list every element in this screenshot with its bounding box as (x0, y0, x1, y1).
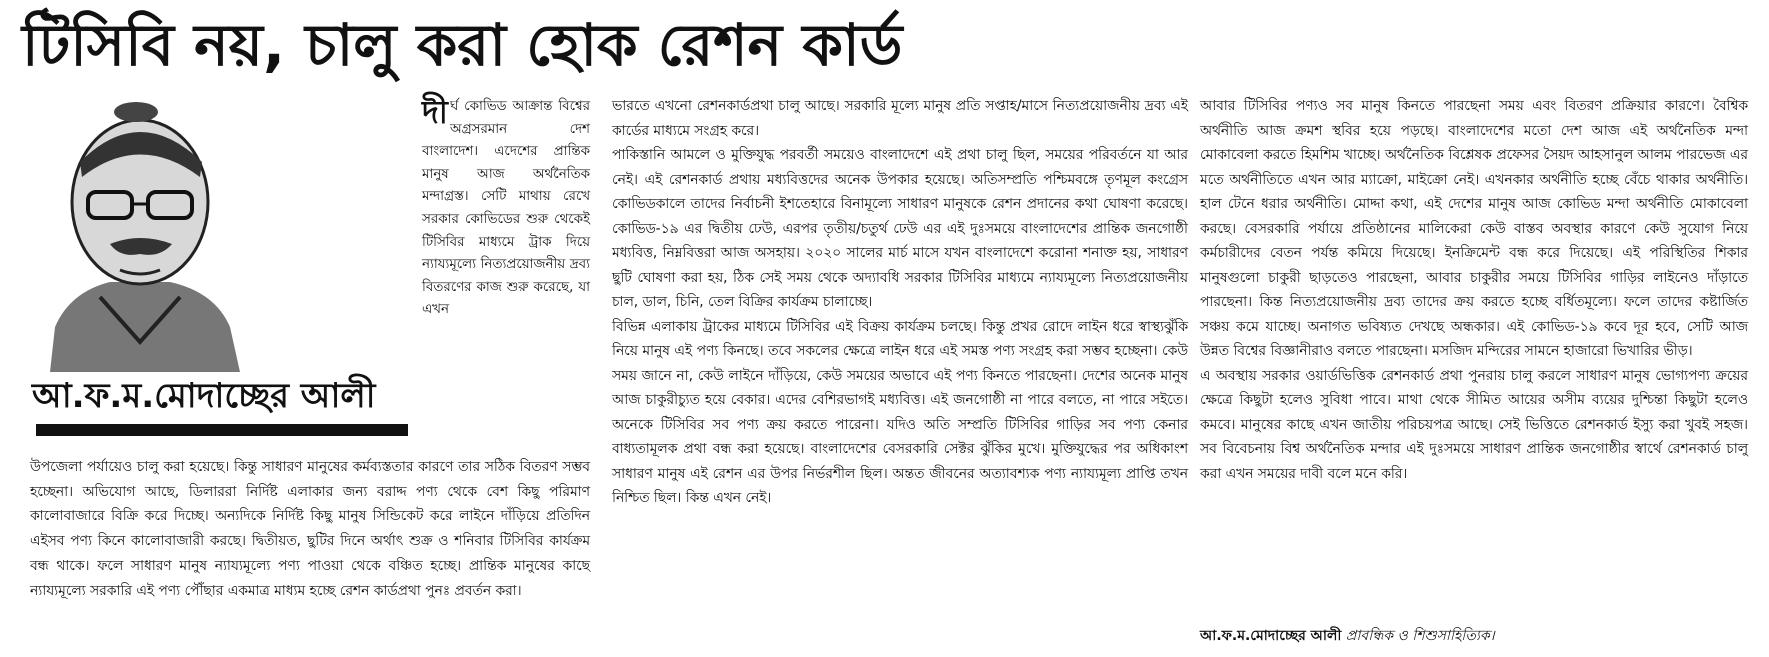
drop-cap: দী (422, 93, 448, 131)
signoff-role: প্রাবন্ধিক ও শিশুসাহিত্যিক। (1345, 628, 1495, 644)
author-signoff (1200, 622, 1748, 650)
byline: আ.ফ.ম.মোদাচ্ছের আলী (32, 376, 376, 416)
column-3 (1200, 94, 1748, 654)
paragraph: ভারতে এখনো রেশনকার্ডপ্রথা চালু আছে। সরকারি মূল্যে মানুষ প্রতি সপ্তাহ/মাসে নিত্যপ্রয়োজনীয় দ্রব্য এই কার্ডের মাধ্যমে সংগ্রহ করে। (612, 98, 1188, 139)
narrow-column-text: র্ঘ কোভিড আক্রান্ত বিশ্বের অগ্রসরমান দেশ বাংলাদেশ। এদেশের প্রান্তিক মানুষ আজ অর্থনৈতিক মন্দাগ্রস্ত। সেটি মাথায় রেখে সরকার কোভিডের শুরু থেকেই টিসিবির মাধ্যমে ট্রাক দিয়ে ন্যায্যমূল্যে নিত্যপ্রয়োজনীয় দ্রব্য বিতরণের কাজ শুরু করেছে, যা এখন (422, 99, 590, 318)
column-2 (612, 94, 1188, 654)
paragraph: আবার টিসিবির পণ্যও সব মানুষ কিনতে পারছেনা সময় এবং বিতরণ প্রক্রিয়ার কারণে। বৈশ্বিক অর্থনীতি আজ ক্রমশ স্থবির হয়ে পড়ছে। বাংলাদেশের মতো দেশ আজ এই অর্থনৈতিক মন্দা মোকাবেলা করতে হিমশিম খাচ্ছে। অর্থনৈতিক বিশ্লেষক প্রফেসর সৈয়দ আহসানুল আলম পারভেজ এর মতে অর্থনীতিতে এখন আর ম্যাক্রো, মাইক্রো নেই। এখনকার অর্থনীতি হচ্ছে বেঁচে থাকার অর্থনীতি। হাল টেনে ধরার অর্থনীতি। মোদ্দা কথা, এই দেশের মানুষ আজ কোভিড মন্দা অর্থনীতি মোকাবেলা করছে। বেসরকারি পর্যায়ে প্রতিষ্ঠানের মালিকেরা কেউ বাস্তব অবস্থার কারণে কেউ সুযোগ নিয়ে কর্মচারীদের বেতন পর্যন্ত কমিয়ে দিয়েছে। ইনক্রিমেন্ট বন্ধ করে দিয়েছে। এই পরিস্থিতির শিকার মানুষগুলো চাকুরী ছাড়তেও পারছেনা, আবার চাকুরীর সময়ে টিসিবির গাড়ির লাইনেও দাঁড়াতে পারছেনা। কিন্ত নিত্যপ্রয়োজনীয় দ্রব্য তাদের ক্রয় করতে হচ্ছে বর্ধিতমূল্যে। ফলে তাদের কষ্টার্জিত সঞ্চয় কমে যাচ্ছে। অনাগত ভবিষ্যত দেখছে অন্ধকার। এই কোভিড-১৯ কবে দূর হবে, সেটি আজ উন্নত বিশ্বের বিজ্ঞানীরাও বলতে পারছেনা। মসজিদ মন্দিরের সামনে হাজারো ভিখারির ভীড়। (1200, 98, 1748, 359)
byline-rule (36, 424, 408, 436)
article-headline: টিসিবি নয়, চালু করা হোক রেশন কার্ড (22, 11, 903, 79)
narrow-column (422, 93, 590, 448)
author-photo (30, 92, 250, 372)
paragraph: পাকিস্তানি আমলে ও মুক্তিযুদ্ধ পরবর্তী সময়েও বাংলাদেশে এই প্রথা চালু ছিল, সময়ের পরিবর্তনে যা আর নেই। এই রেশনকার্ড প্রথায় মধ্যবিত্তদের অনেক উপকার হয়েছে। অতিসম্প্রতি পশ্চিমবঙ্গে তৃণমূল কংগ্রেস কোভিডকালে তাদের নির্বাচনী ইশতেহারে বিনামূল্যে সাধারণ মানুষকে রেশন প্রদানের কথা ঘোষণা করেছে। কোভিড-১৯ এর দ্বিতীয় ঢেউ, এরপর তৃতীয়/চতুর্থ ঢেউ এর এই দুঃসময়ে বাংলাদেশের প্রান্তিক জনগোষ্ঠী মধ্যবিত্ত, নিম্নবিত্তরা আজ অসহায়। ২০২০ সালের মার্চ মাসে যখন বাংলাদেশে করোনা শনাক্ত হয়, সাধারণ ছুটি ঘোষণা করা হয়, ঠিক সেই সময় থেকে অদ্যাবধি সরকার টিসিবির মাধ্যমে ন্যায্যমূল্যে নিত্যপ্রয়োজনীয় চাল, ডাল, চিনি, তেল বিক্রির কার্যক্রম চালাচ্ছে। (612, 147, 1188, 310)
paragraph: বিভিন্ন এলাকায় ট্রাকের মাধ্যমে টিসিবির এই বিক্রয় কার্যক্রম চলছে। কিন্তু প্রখর রোদে লাইন ধরে স্বাস্থ্যঝুঁকি নিয়ে মানুষ এই পণ্য কিনছে। তবে সকলের ক্ষেত্রে লাইন ধরে এই সমস্ত পণ্য সংগ্রহ করা সম্ভব হচ্ছেনা। কেউ সময় জানে না, কেউ লাইনে দাঁড়িয়ে, কেউ সময়ের অভাবে এই পণ্য কিনতে পারছেনা। দেশের অনেক মানুষ আজ চাকুরীচ্যুত হয়ে বেকার। এদের বেশিরভাগই মধ্যবিত্ত। এই জনগোষ্ঠী না পারে বলতে, না পারে সইতে। অনেকে টিসিবির সব পণ্য ক্রয় করতে পারেনা। যদিও অতি সম্প্রতি টিসিবির গাড়ির সব পণ্য কেনার বাধ্যতামূলক প্রথা বন্ধ করা হয়েছে। বাংলাদেশের বেসরকারি সেক্টর ঝুঁকির মুখে। মুক্তিযুদ্ধের পর অধিকাংশ সাধারণ মানুষ এই রেশন এর উপর নির্ভরশীল ছিল। অন্তত জীবনের অত্যাবশ্যক পণ্য ন্যায্যমূল্য প্রাপ্তি তখন নিশ্চিত ছিল। কিন্ত এখন নেই। (612, 318, 1188, 506)
column-1-text: উপজেলা পর্যায়েও চালু করা হয়েছে। কিন্তু সাধারণ মানুষের কর্মব্যস্ততার কারণে তার সঠিক বিতরণ সম্ভব হচ্ছেনা। অভিযোগ আছে, ডিলাররা নির্দিষ্ট এলাকার জন্য বরাদ্দ পণ্য থেকে বেশ কিছু পরিমাণ কালোবাজারে বিক্রি করে দিচ্ছে। অন্যদিকে নির্দিষ্ট কিছু মানুষ সিন্ডিকেট করে লাইনে দাঁড়িয়ে প্রতিদিন এইসব পণ্য কিনে কালোবাজারী করছে। দ্বিতীয়ত, ছুটির দিনে অর্থাৎ শুক্র ও শনিবার টিসিবির কার্যক্রম বন্ধ থাকে। ফলে সাধারণ মানুষ ন্যায্যমূল্যে পণ্য পাওয়া থেকে বঞ্চিত হচ্ছে। প্রান্তিক মানুষের কাছে ন্যায্যমূল্যে সরকারি এই পণ্য পৌঁছার একমাত্র মাধ্যম হচ্ছে রেশন কার্ডপ্রথা পুনঃ প্রবর্তন করা। (30, 459, 590, 599)
signoff-name: আ.ফ.ম.মোদাচ্ছের আলী (1200, 628, 1342, 644)
paragraph: এ অবস্থায় সরকার ওয়ার্ডভিত্তিক রেশনকার্ড প্রথা পুনরায় চালু করলে সাধারণ মানুষ ভোগ্যপণ্য ক্রয়ের ক্ষেত্রে কিছুটা হলেও সুবিধা পাবে। মাথা থেকে সীমিত আয়ের অসীম ব্যয়ের দুশ্চিন্তা কিছুটা হলেও কমবে। মানুষের কাছে এখন জাতীয় পরিচয়পত্র আছে। সেই ভিত্তিতে রেশনকার্ড ইস্যু করা খুবই সহজ। সব বিবেচনায় বিশ্ব অর্থনৈতিক মন্দার এই দুঃসময়ে সাধারণ প্রান্তিক জনগোষ্ঠীর স্বার্থে রেশনকার্ড চালু করা এখন সময়ের দাবী বলে মনে করি। (1200, 367, 1748, 482)
